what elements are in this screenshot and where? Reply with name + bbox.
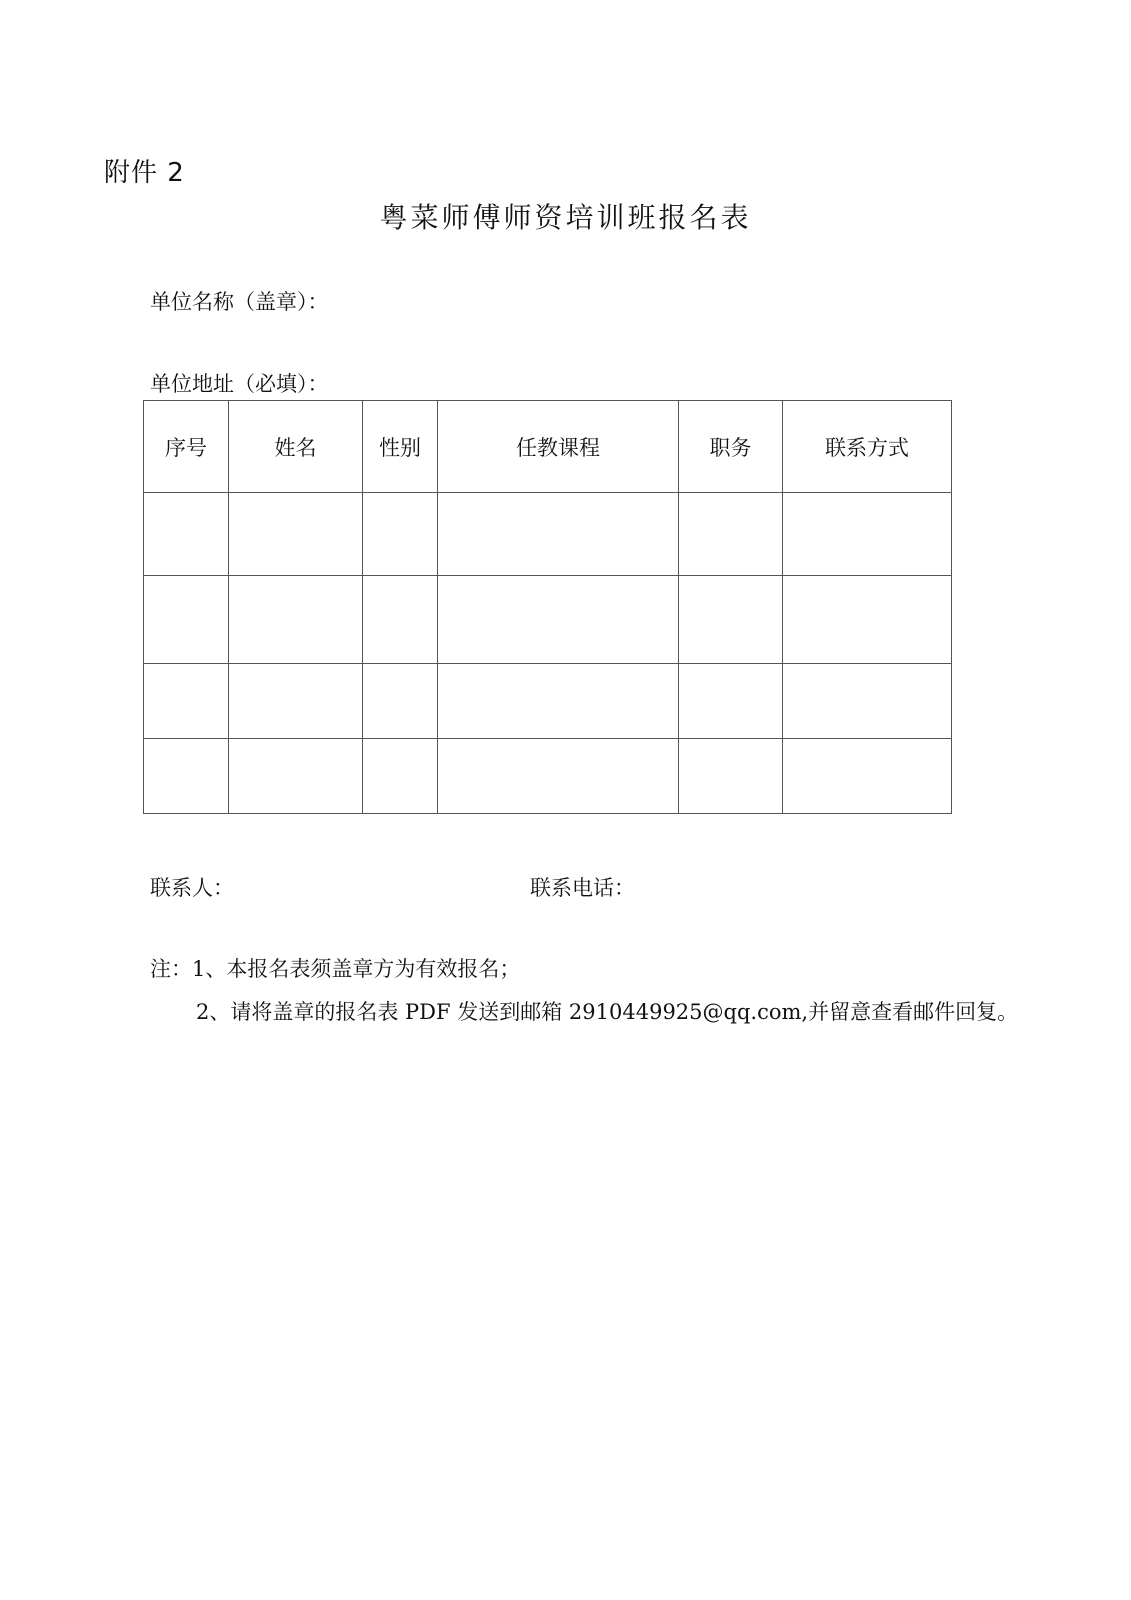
unit-name-label: 单位名称（盖章）： [150,290,329,314]
registration-table [143,400,952,814]
table-cell[interactable] [783,576,952,664]
header-name: 姓名 [229,401,363,493]
table-cell[interactable] [144,664,229,739]
table-cell[interactable] [229,493,363,576]
table-header-row [144,401,952,493]
table-row [144,739,952,814]
table-cell[interactable] [783,664,952,739]
table-cell[interactable] [229,664,363,739]
unit-address-label: 单位地址（必填）： [150,372,329,396]
table-cell[interactable] [363,739,438,814]
attachment-label: 附件 2 [104,158,185,188]
header-teaching-course: 任教课程 [438,401,679,493]
table-cell[interactable] [783,739,952,814]
header-position: 职务 [679,401,783,493]
table-row [144,576,952,664]
table-cell[interactable] [438,493,679,576]
table-cell[interactable] [438,576,679,664]
table-cell[interactable] [229,576,363,664]
table-cell[interactable] [679,664,783,739]
note-line-2: 2、请将盖章的报名表 PDF 发送到邮箱 2910449925@qq.com,并留意查看邮件回复。 [196,1000,1019,1024]
table-cell[interactable] [363,493,438,576]
header-gender: 性别 [363,401,438,493]
table-cell[interactable] [679,493,783,576]
table-cell[interactable] [144,493,229,576]
table-row [144,493,952,576]
table-cell[interactable] [438,664,679,739]
header-contact-info: 联系方式 [783,401,952,493]
table-cell[interactable] [679,739,783,814]
table-row [144,664,952,739]
contact-person-label: 联系人： [150,876,234,900]
header-serial-number: 序号 [144,401,229,493]
table-cell[interactable] [229,739,363,814]
note-line-1: 注：1、本报名表须盖章方为有效报名； [150,957,521,981]
form-title: 粤菜师傅师资培训班报名表 [379,201,752,234]
table-cell[interactable] [144,576,229,664]
table-cell[interactable] [438,739,679,814]
table-cell[interactable] [679,576,783,664]
table-cell[interactable] [783,493,952,576]
table-cell[interactable] [363,664,438,739]
table-cell[interactable] [363,576,438,664]
table-cell[interactable] [144,739,229,814]
contact-phone-label: 联系电话： [530,876,635,900]
